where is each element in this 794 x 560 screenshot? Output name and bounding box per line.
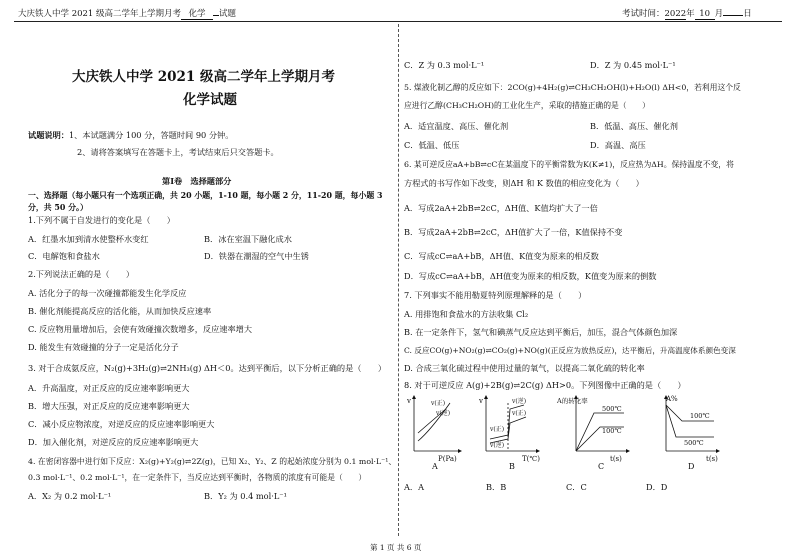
question-3: 3. 对于合成氨反应，N₂(g)+3H₂(g)⇌2NH₃(g) ΔH＜0。达到平衡后，以下分析正确的是（ ） <box>28 363 387 373</box>
header-subject: 化学 <box>181 7 213 20</box>
question-8-option-b: B．B <box>486 482 507 492</box>
graph-c-ylabel: A的转化率 <box>557 397 588 405</box>
graph-b-line4-label: v(逆) <box>490 442 505 449</box>
graph-c-xlabel: t(s) <box>610 455 622 463</box>
exam-time-label: 考试时间： <box>622 9 665 19</box>
question-6-line2: 方程式的书写作如下改变，则ΔH 和 K 数值的相应变化为（ ） <box>404 178 644 188</box>
question-6-line1: 6. 某可逆反应aA+bB⇌cC在某温度下的平衡常数为K(K≠1)，反应热为ΔH。保持温度不变，将 <box>404 160 734 169</box>
page-subtitle: 化学试题 <box>183 92 237 108</box>
graph-b-line3-label: v(正) <box>490 426 505 433</box>
question-3-option-d: D．加入催化剂，对逆反应的反应速率影响更大 <box>28 437 199 447</box>
section-title: 第Ⅰ卷 选择题部分 <box>162 176 232 186</box>
instructions-text1: 1、本试题满分 100 分，答题时间 90 分钟。 <box>68 130 234 140</box>
question-8-option-a: A．A <box>404 482 425 492</box>
question-4-line2: 0.3 mol·L⁻¹、0.2 mol·L⁻¹，在一定条件下，当反应达到平衡时，各物质的浓度有可能是（ ） <box>28 473 367 482</box>
question-2-option-d: D. 能发生有效碰撞的分子一定是活化分子 <box>28 342 179 352</box>
instructions-line1 <box>28 130 233 141</box>
question-3-option-c: C．减小反应物浓度，对逆反应的反应速率影响更大 <box>28 419 215 429</box>
exam-day <box>723 15 743 16</box>
graph-b-line2-label: v(正) <box>512 410 527 417</box>
question-6-option-a: A．写成2aA+2bB⇌2cC，ΔH值、K值均扩大了一倍 <box>404 203 598 213</box>
question-7-option-a: A. 用排饱和食盐水的方法收集 Cl₂ <box>404 309 529 319</box>
graph-c-line2-label: 100℃ <box>602 427 622 435</box>
graph-b-line1-label: v(逆) <box>512 398 527 405</box>
question-5-option-b: B．低温、高压、催化剂 <box>590 121 678 131</box>
graph-a-ylabel: v <box>407 397 411 405</box>
exam-month: 10 <box>695 9 715 20</box>
column-divider <box>398 24 399 536</box>
graph-d-ylabel: A% <box>666 395 678 403</box>
question-2: 2.下列说法正确的是（ ） <box>28 269 135 279</box>
day-unit: 日 <box>743 9 752 19</box>
page-footer: 第 1 页 共 6 页 <box>370 543 422 552</box>
question-3-option-b: B．增大压强，对正反应的反应速率影响更大 <box>28 401 190 411</box>
question-6-option-b: B．写成2aA+2bB⇌2cC，ΔH值扩大了一倍，K值保持不变 <box>404 227 623 237</box>
question-1-option-a: A．红墨水加到清水使整杯水变红 <box>28 234 149 244</box>
question-1-option-b: B．冰在室温下融化成水 <box>204 234 292 244</box>
question-4-option-d: D．Z 为 0.45 mol·L⁻¹ <box>590 60 676 70</box>
question-4-option-a: A．X₂ 为 0.2 mol·L⁻¹ <box>28 491 112 501</box>
question-7-option-d: D. 合成三氧化硫过程中使用过量的氧气，以提高二氧化硫的转化率 <box>404 363 645 373</box>
graph-c-label: C <box>598 462 605 469</box>
question-1-option-c: C．电解饱和食盐水 <box>28 251 100 261</box>
question-7-option-c: C. 反应CO(g)+NO₂(g)⇌CO₂(g)+NO(g)(正反应为放热反应)，达平衡后，升高温度体系颜色变深 <box>404 346 736 355</box>
month-unit: 月 <box>714 9 724 19</box>
graph-d-xlabel: t(s) <box>706 455 718 463</box>
graph-a-line1-label: v(正) <box>431 400 446 407</box>
question-5-option-a: A．适宜温度、高压、催化剂 <box>404 121 509 131</box>
question-8-graphs <box>404 393 724 469</box>
graph-a-curve-forward <box>418 403 450 441</box>
page-title: 大庆铁人中学 2021 级高二学年上学期月考 <box>72 69 335 85</box>
graph-d-line1-label: 100℃ <box>690 412 710 420</box>
question-2-option-a: A. 活化分子的每一次碰撞都能发生化学反应 <box>28 288 187 298</box>
exam-year: 2022 <box>664 9 687 19</box>
question-6-option-c: C．写成cC⇌aA+bB，ΔH值、K值变为原来的相反数 <box>404 251 599 261</box>
graph-d-label: D <box>688 462 695 469</box>
header-left <box>18 7 236 20</box>
question-1-option-d: D．铁器在潮湿的空气中生锈 <box>204 251 309 261</box>
question-1: 1.下列不属于自发进行的变化是（ ） <box>28 215 175 225</box>
question-2-option-c: C. 反应物用量增加后，会使有效碰撞次数增多，反应速率增大 <box>28 324 253 334</box>
question-2-option-b: B. 催化剂能提高反应的活化能，从而加快反应速率 <box>28 306 212 316</box>
graph-b-xlabel: T(℃) <box>522 455 540 463</box>
question-5-option-c: C．低温、低压 <box>404 140 460 150</box>
question-4-option-c: C．Z 为 0.3 mol·L⁻¹ <box>404 60 485 70</box>
header-suffix: 试题 <box>219 9 237 19</box>
graph-a-label: A <box>432 462 438 469</box>
header-school: 大庆铁人中学 2021 级高二学年上学期月考 <box>18 9 182 19</box>
graph-b-label: B <box>509 462 515 469</box>
graph-c-line1-label: 500℃ <box>602 405 622 413</box>
question-8-option-d: D．D <box>646 482 668 492</box>
part1-instruction-line2: 分，共 50 分。） <box>28 203 88 212</box>
question-8-option-c: C．C <box>566 482 587 492</box>
graph-d-line2-label: 500℃ <box>684 439 704 447</box>
question-5-line2: 应进行乙醇(CH₃CH₂OH)的工业化生产，采取的措施正确的是（ ） <box>404 101 650 110</box>
graph-b-ylabel: v <box>479 397 483 405</box>
graph-a-xlabel: P(Pa) <box>438 455 457 463</box>
question-4-line1: 4. 在密闭容器中进行如下反应：X₂(g)+Y₂(g)⇌2Z(g)，已知 X₂、Y₂、Z 的起始浓度分别为 0.1 mol·L⁻¹、 <box>28 457 397 466</box>
instructions-line2: 2、请将答案填写在答题卡上，考试结束后只交答题卡。 <box>77 147 279 157</box>
question-7: 7. 下列事实不能用勒夏特列原理解释的是（ ） <box>404 290 587 300</box>
question-7-option-b: B. 在一定条件下，氢气和碘蒸气反应达到平衡后，加压，混合气体颜色加深 <box>404 327 678 337</box>
question-5-line1: 5. 煤液化制乙醇的反应如下：2CO(g)+4H₂(g)⇌CH₃CH₂OH(l)+H₂O(l) ΔH<0，若利用这个反 <box>404 83 741 92</box>
instructions-label: 试题说明： <box>28 130 69 140</box>
question-8: 8. 对于可逆反应 A(g)+2B(g)⇌2C(g) ΔH>0。下列图像中正确的是（ ） <box>404 380 686 390</box>
question-4-option-b: B．Y₂ 为 0.4 mol·L⁻¹ <box>204 491 287 501</box>
question-6-option-d: D．写成cC⇌aA+bB，ΔH值变为原来的相反数，K值变为原来的倒数 <box>404 271 657 281</box>
question-5-option-d: D．高温、高压 <box>590 140 646 150</box>
question-3-option-a: A．升高温度，对正反应的反应速率影响更大 <box>28 383 190 393</box>
header-rule <box>14 21 782 22</box>
header-right <box>622 7 752 20</box>
part1-instruction-line1: 一、选择题（每小题只有一个选项正确，共 20 小题，1-10 题，每小题 2 分，11-20 题，每小题 3 <box>28 191 383 200</box>
year-unit: 年 <box>686 9 695 19</box>
graph-a-line2-label: v(逆) <box>436 410 451 417</box>
